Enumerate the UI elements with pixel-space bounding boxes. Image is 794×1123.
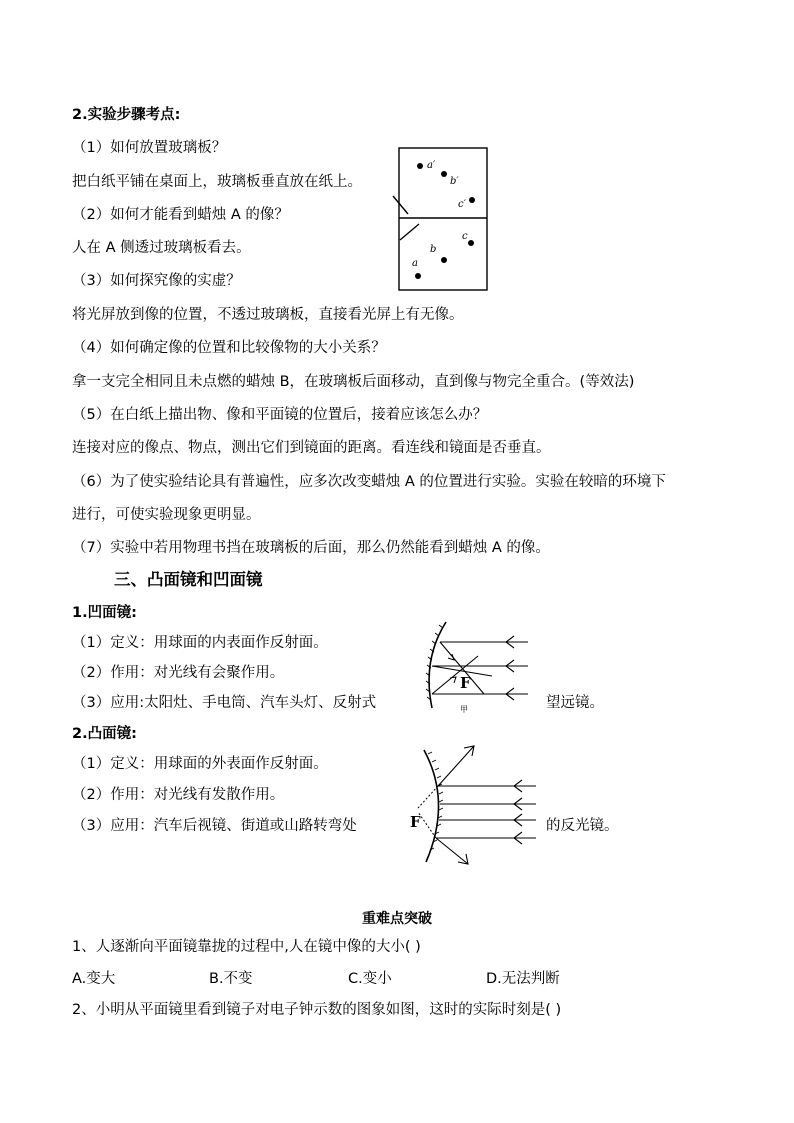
paragraph-6-line-2: 进行，可使实验现象更明显。: [72, 507, 261, 523]
option-b: B.不变: [209, 971, 253, 987]
concave-focus-label: F: [460, 674, 471, 692]
question-4: （4）如何确定像的位置和比较像物的大小关系？: [72, 340, 386, 356]
answer-3: 将光屏放到像的位置，不透过玻璃板，直接看光屏上有无像。: [72, 307, 464, 323]
concave-application-tail: 望远镜。: [546, 695, 604, 711]
convex-application: （3）应用：汽车后视镜、街道或山路转弯处: [72, 818, 357, 834]
paragraph-7: （7）实验中若用物理书挡在玻璃板的后面，那么仍然能看到蜡烛 A 的像。: [72, 540, 550, 556]
object-point-b-label: b: [430, 244, 437, 255]
object-point-a-label: a: [412, 258, 418, 269]
concave-definition: （1）定义：用球面的内表面作反射面。: [72, 635, 328, 651]
answer-5: 连接对应的像点、物点，测出它们到镜面的距离。看连线和镜面是否垂直。: [72, 440, 551, 456]
image-point-b-label: b′: [450, 176, 459, 187]
question-2: （2）如何才能看到蜡烛 A 的像？: [72, 207, 289, 223]
paragraph-6-line-1: （6）为了使实验结论具有普遍性，应多次改变蜡烛 A 的位置进行实验。实验在较暗的环境下: [72, 474, 666, 490]
convex-heading: 2.凸面镜:: [72, 726, 137, 742]
image-point-b-dot: [441, 171, 447, 177]
option-d: D.无法判断: [486, 971, 560, 987]
convex-focus-label: F: [410, 813, 421, 831]
answer-2: 人在 A 侧透过玻璃板看去。: [72, 240, 251, 256]
object-point-a-dot: [415, 273, 421, 279]
concave-heading: 1.凹面镜:: [72, 605, 137, 621]
option-a: A.变大: [72, 971, 116, 987]
plane-mirror-figure: [392, 146, 492, 294]
section2-heading: 2.实验步骤考点:: [72, 107, 181, 123]
object-point-b-dot: [441, 257, 447, 263]
convex-function: （2）作用：对光线有发散作用。: [72, 787, 285, 803]
convex-application-tail: 的反光镜。: [546, 818, 619, 834]
concave-figure-caption: 甲: [460, 705, 468, 714]
question-3: （3）如何探究像的实虚？: [72, 273, 241, 289]
concave-application: （3）应用:太阳灶、手电筒、汽车头灯、反射式: [72, 695, 377, 711]
answer-4: 拿一支完全相同且未点燃的蜡烛 B，在玻璃板后面移动，直到像与物完全重合。(等效法): [72, 374, 635, 390]
object-point-c-label: c: [462, 231, 468, 242]
question-5: （5）在白纸上描出物、像和平面镜的位置后，接着应该怎么办？: [72, 407, 488, 423]
concave-mirror-figure: [416, 620, 534, 714]
convex-mirror-figure: [408, 738, 538, 868]
section3-title: 三、凸面镜和凹面镜: [114, 570, 263, 589]
image-point-c-dot: [469, 197, 475, 203]
concave-function: （2）作用：对光线有会聚作用。: [72, 665, 285, 681]
breakthrough-question-2: 2、小明从平面镜里看到镜子对电子钟示数的图象如图，这时的实际时刻是( ): [72, 1002, 562, 1018]
convex-definition: （1）定义：用球面的外表面作反射面。: [72, 756, 328, 772]
answer-1: 把白纸平铺在桌面上，玻璃板垂直放在纸上。: [72, 174, 362, 190]
image-point-a-label: a′: [427, 160, 436, 171]
object-point-c-dot: [468, 240, 474, 246]
breakthrough-question-1: 1、人逐渐向平面镜靠拢的过程中,人在镜中像的大小( ): [72, 939, 421, 955]
image-point-a-dot: [417, 163, 423, 169]
breakthrough-title: 重难点突破: [362, 911, 432, 927]
image-point-c-label: c′: [458, 199, 466, 210]
question-1: （1）如何放置玻璃板？: [72, 140, 227, 156]
option-c: C.变小: [348, 971, 392, 987]
